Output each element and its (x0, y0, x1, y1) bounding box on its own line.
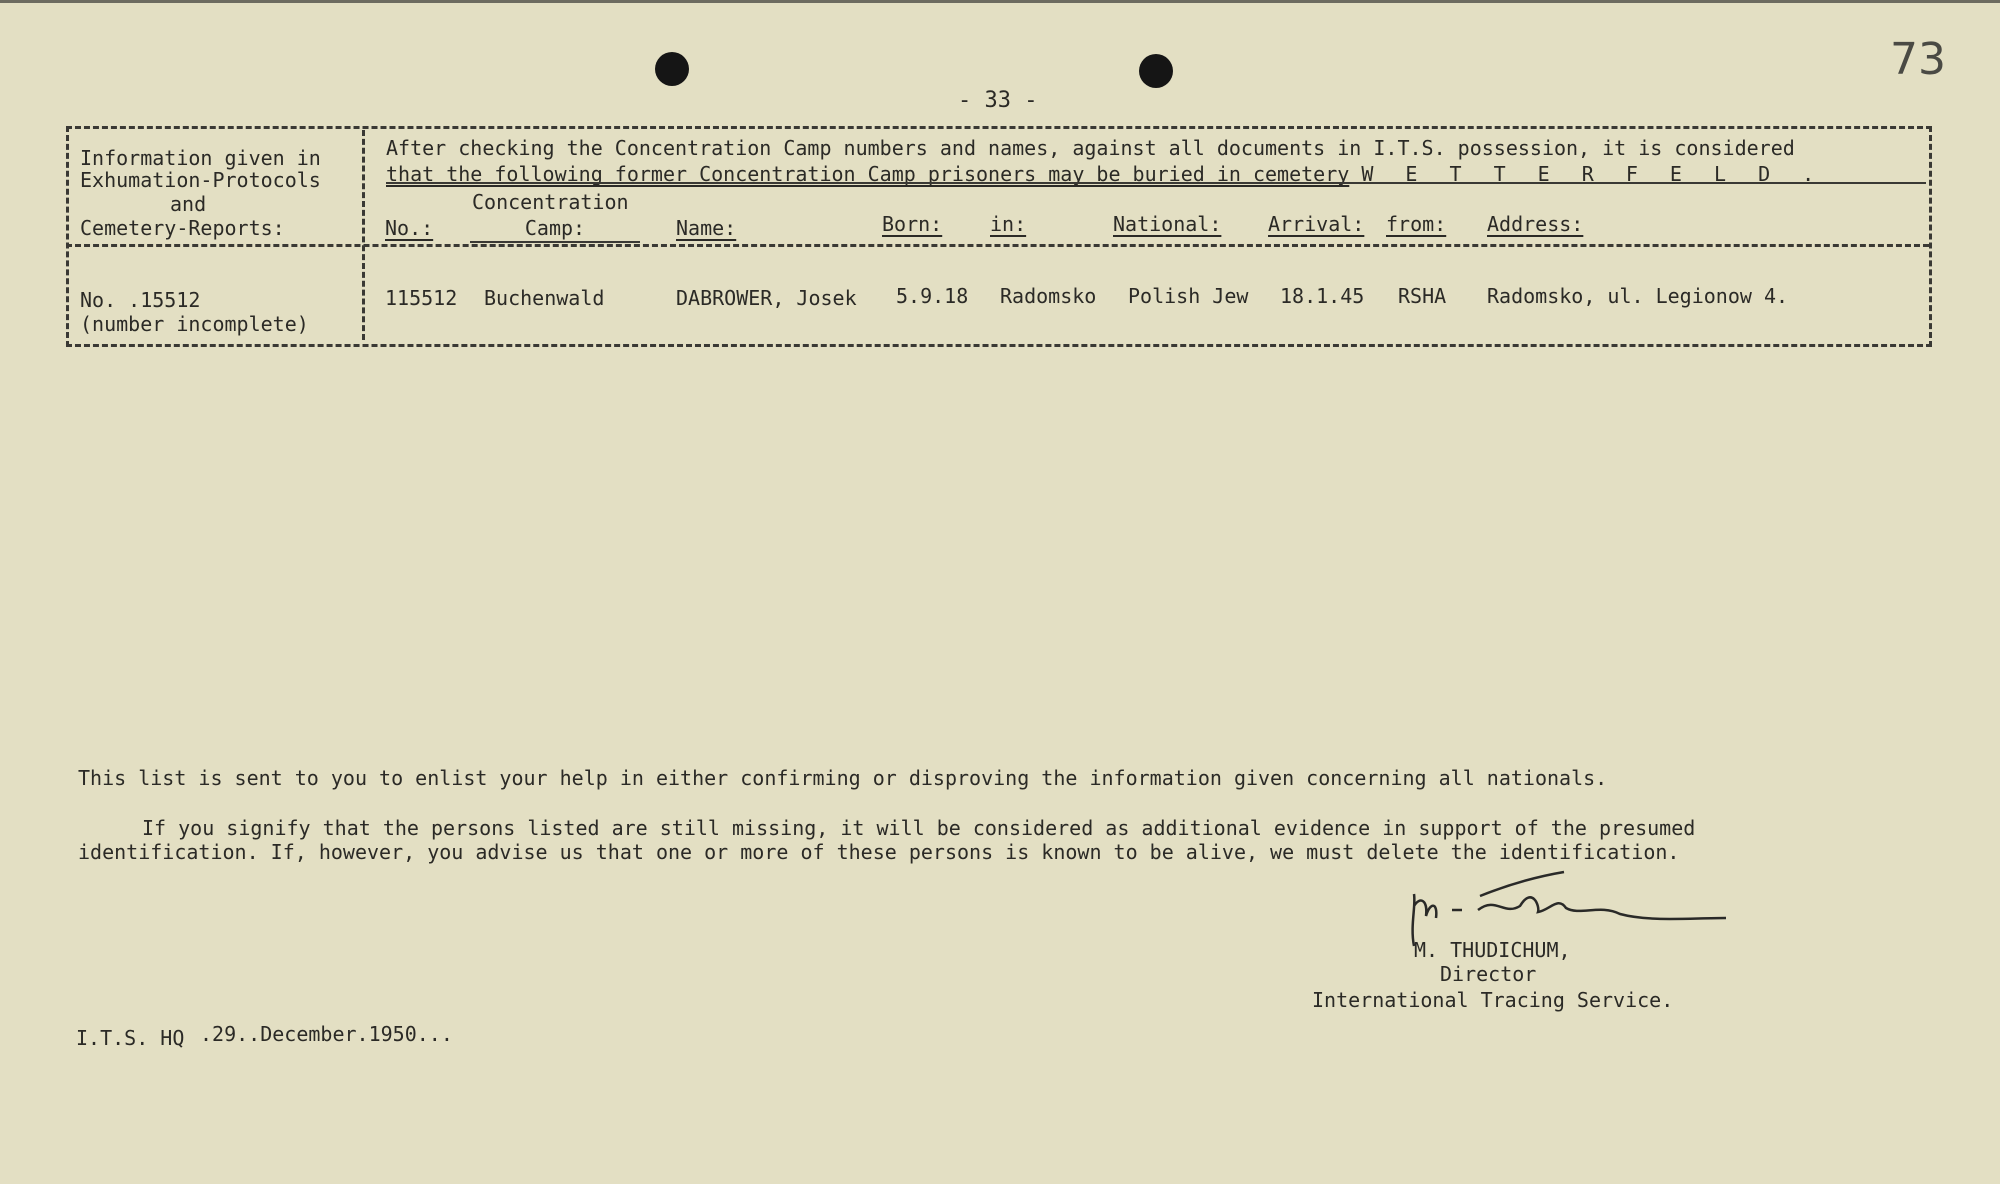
col-camp-top: Concentration (472, 190, 629, 214)
record-arrival: 18.1.45 (1280, 284, 1365, 308)
punch-hole-right (1139, 54, 1173, 88)
intro-line2-text: that the following former Concentration Camp prisoners may be buried in cemetery (386, 162, 1350, 186)
intro-line1: After checking the Concentration Camp numbers and names, against all documents in I.T.S. possession, it is considered (386, 136, 1795, 160)
col-arrival: Arrival: (1268, 212, 1365, 236)
punch-hole-left (655, 52, 689, 86)
footer-place: I.T.S. HQ (76, 1026, 185, 1050)
paragraph-1: This list is sent to you to enlist your help in either confirming or disproving the information given concerning all nationals. (78, 766, 1608, 790)
col-no: No.: (385, 216, 434, 240)
record-from: RSHA (1398, 284, 1447, 308)
col-in: in: (990, 212, 1027, 236)
col-address: Address: (1487, 212, 1584, 236)
record-birthplace: Radomsko (1000, 284, 1097, 308)
footer-date: .29..December.1950... (200, 1022, 453, 1046)
record-camp: Buchenwald (484, 286, 605, 310)
col-from: from: (1386, 212, 1447, 236)
col-camp: Camp: (470, 216, 640, 243)
left-header-line2: Exhumation-Protocols (80, 168, 321, 192)
cemetery-name: W E T T E R F E L D . (1361, 162, 1825, 186)
intro-underline (386, 182, 1926, 184)
signatory-name: M. THUDICHUM, (1414, 938, 1571, 962)
left-header-line4: Cemetery-Reports: (80, 216, 285, 240)
column-divider (362, 130, 365, 340)
corner-number: 73 (1890, 34, 1946, 85)
paragraph-2-line2: identification. If, however, you advise us that one or more of these persons is known to be alive, we must delete the identification. (78, 840, 1680, 864)
left-header-line3: and (170, 192, 207, 216)
left-entry-line1: No. .15512 (80, 288, 201, 312)
paragraph-2-line1: If you signify that the persons listed are still missing, it will be considered as additional evidence in support of the presumed (142, 816, 1696, 840)
record-national: Polish Jew (1128, 284, 1249, 308)
signatory-org: International Tracing Service. (1312, 988, 1674, 1012)
col-name: Name: (676, 216, 737, 240)
top-edge-line (0, 0, 2000, 3)
left-entry-line2: (number incomplete) (80, 312, 309, 336)
record-name: DABROWER, Josek (676, 286, 857, 310)
col-born: Born: (882, 212, 943, 236)
signatory-title: Director (1440, 962, 1537, 986)
record-no: 115512 (385, 286, 458, 310)
page-number: - 33 - (958, 88, 1038, 113)
left-header-line1: Information given in (80, 146, 321, 170)
record-born: 5.9.18 (896, 284, 969, 308)
col-national: National: (1113, 212, 1222, 236)
header-divider (66, 244, 1929, 247)
record-address: Radomsko, ul. Legionow 4. (1487, 284, 1789, 308)
